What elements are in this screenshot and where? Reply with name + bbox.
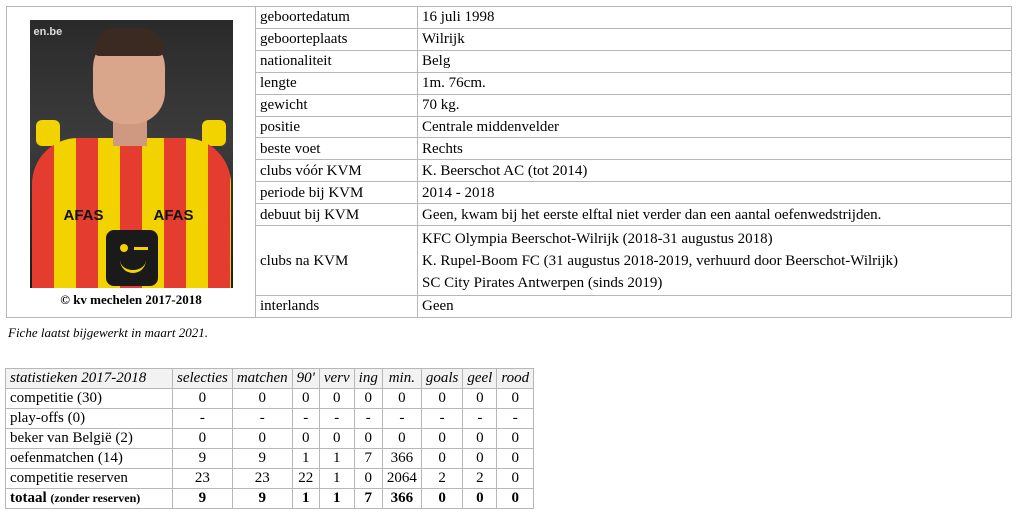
stats-cell: 0 — [463, 449, 497, 469]
field-value: 70 kg. — [418, 94, 1012, 116]
stats-total-row — [6, 489, 534, 509]
stats-row-label — [6, 429, 173, 449]
field-label: nationaliteit — [256, 50, 418, 72]
stats-row-label — [6, 469, 173, 489]
stats-cell: 7 — [354, 489, 382, 509]
stats-header: selecties — [173, 369, 233, 389]
field-value: Centrale middenvelder — [418, 116, 1012, 138]
stats-cell: 1 — [319, 489, 354, 509]
stats-cell: - — [232, 409, 292, 429]
photo-cell — [7, 7, 256, 318]
stats-cell: - — [319, 409, 354, 429]
stats-row — [6, 389, 534, 409]
stats-cell: 22 — [292, 469, 319, 489]
stats-row-label-text: beker van België (2) — [10, 430, 133, 446]
stats-header-row — [6, 369, 534, 389]
stats-header: rood — [497, 369, 534, 389]
stats-cell: 0 — [382, 429, 421, 449]
field-label: geboortedatum — [256, 7, 418, 29]
field-value: K. Beerschot AC (tot 2014) — [418, 160, 1012, 182]
stats-cell: - — [497, 409, 534, 429]
stats-cell: 0 — [497, 469, 534, 489]
stats-row — [6, 449, 534, 469]
stats-row-label-text: oefenmatchen (14) — [10, 450, 123, 466]
field-value: Belg — [418, 50, 1012, 72]
stats-cell: 0 — [421, 449, 463, 469]
stats-row-label-text: competitie reserven — [10, 470, 128, 486]
sponsor-text-left: AFAS — [63, 207, 104, 224]
stats-header: matchen — [232, 369, 292, 389]
stats-cell: 0 — [421, 389, 463, 409]
stats-cell: 23 — [173, 469, 233, 489]
stats-cell: 9 — [232, 489, 292, 509]
stats-row-label — [6, 449, 173, 469]
stats-header: ing — [354, 369, 382, 389]
field-value-multi — [418, 226, 1012, 296]
stats-cell: 0 — [463, 389, 497, 409]
field-label: lengte — [256, 72, 418, 94]
stats-cell: 2 — [463, 469, 497, 489]
field-value: Geen — [418, 295, 1012, 317]
stats-cell: 0 — [497, 429, 534, 449]
stats-cell: 366 — [382, 489, 421, 509]
field-label: debuut bij KVM — [256, 204, 418, 226]
field-label: clubs na KVM — [256, 226, 418, 296]
stats-cell: - — [354, 409, 382, 429]
stats-row-label-text: competitie (30) — [10, 390, 103, 406]
field-label: geboorteplaats — [256, 28, 418, 50]
stats-cell: 0 — [173, 429, 233, 449]
profile-row — [7, 7, 1012, 29]
field-label: interlands — [256, 295, 418, 317]
stats-row — [6, 409, 534, 429]
stats-cell: 0 — [497, 389, 534, 409]
stats-cell: 0 — [421, 489, 463, 509]
stats-row-label — [6, 409, 173, 429]
stats-row-label — [6, 489, 173, 509]
player-photo — [30, 20, 233, 288]
stats-cell: 0 — [292, 389, 319, 409]
stats-cell: - — [173, 409, 233, 429]
field-label: positie — [256, 116, 418, 138]
field-value: Geen, kwam bij het eerste elftal niet verder dan een aantal oefenwedstrijden. — [418, 204, 1012, 226]
stats-cell: 0 — [173, 389, 233, 409]
stats-cell: 2 — [421, 469, 463, 489]
stats-header: verv — [319, 369, 354, 389]
stats-cell: 0 — [354, 389, 382, 409]
club-entry: K. Rupel-Boom FC (31 augustus 2018-2019, verhuurd door Beerschot-Wilrijk) — [422, 252, 899, 269]
logo-eye — [120, 244, 128, 252]
stats-header: geel — [463, 369, 497, 389]
stats-cell: 0 — [232, 389, 292, 409]
statistics-table — [5, 368, 534, 509]
stats-cell: - — [292, 409, 319, 429]
stats-cell: 0 — [497, 449, 534, 469]
stats-cell: 366 — [382, 449, 421, 469]
stats-row-label-text: totaal — [10, 490, 47, 506]
stats-cell: 1 — [319, 449, 354, 469]
field-value: 1m. 76cm. — [418, 72, 1012, 94]
field-label: periode bij KVM — [256, 182, 418, 204]
stats-cell: 0 — [319, 389, 354, 409]
field-value: Wilrijk — [418, 28, 1012, 50]
stats-cell: - — [421, 409, 463, 429]
stats-cell: 23 — [232, 469, 292, 489]
stats-cell: 0 — [354, 429, 382, 449]
background-logo — [36, 120, 60, 146]
stats-cell: 9 — [232, 449, 292, 469]
stats-header: min. — [382, 369, 421, 389]
stats-cell: 0 — [382, 389, 421, 409]
stats-header: goals — [421, 369, 463, 389]
stats-cell: 1 — [292, 449, 319, 469]
stats-cell: 0 — [463, 489, 497, 509]
sponsor-logo — [106, 230, 158, 286]
club-entry: SC City Pirates Antwerpen (sinds 2019) — [422, 274, 663, 291]
photo-credit: © kv mechelen 2017-2018 — [60, 292, 202, 307]
sponsor-text-right: AFAS — [153, 207, 194, 224]
field-value: Rechts — [418, 138, 1012, 160]
field-value: 2014 - 2018 — [418, 182, 1012, 204]
stats-cell: 0 — [319, 429, 354, 449]
stats-cell: - — [382, 409, 421, 429]
hair — [94, 28, 164, 56]
stats-cell: - — [463, 409, 497, 429]
stats-header: statistieken 2017-2018 — [6, 369, 173, 389]
stats-cell: 0 — [354, 469, 382, 489]
club-entry: KFC Olympia Beerschot-Wilrijk (2018-31 augustus 2018) — [422, 230, 773, 247]
stats-header: 90' — [292, 369, 319, 389]
stats-cell: 2064 — [382, 469, 421, 489]
stats-cell: 9 — [173, 489, 233, 509]
field-label: beste voet — [256, 138, 418, 160]
update-note: Fiche laatst bijgewerkt in maart 2021. — [8, 325, 209, 340]
stats-cell: 0 — [232, 429, 292, 449]
stats-row — [6, 429, 534, 449]
stats-cell: 0 — [292, 429, 319, 449]
field-label: clubs vóór KVM — [256, 160, 418, 182]
player-profile-table — [6, 6, 1012, 318]
stats-row-label-text: play-offs (0) — [10, 410, 86, 426]
stats-cell: 7 — [354, 449, 382, 469]
stats-cell: 0 — [421, 429, 463, 449]
wall-text: en.be — [33, 26, 63, 38]
stats-cell: 9 — [173, 449, 233, 469]
stats-row-label-suffix: (zonder reserven) — [50, 491, 141, 505]
field-label: gewicht — [256, 94, 418, 116]
stats-row-label — [6, 389, 173, 409]
field-value: 16 juli 1998 — [418, 7, 1012, 29]
stats-row — [6, 469, 534, 489]
stats-cell: 0 — [497, 489, 534, 509]
logo-wink — [134, 247, 148, 250]
stats-cell: 1 — [292, 489, 319, 509]
stats-cell: 0 — [463, 429, 497, 449]
stats-cell: 1 — [319, 469, 354, 489]
